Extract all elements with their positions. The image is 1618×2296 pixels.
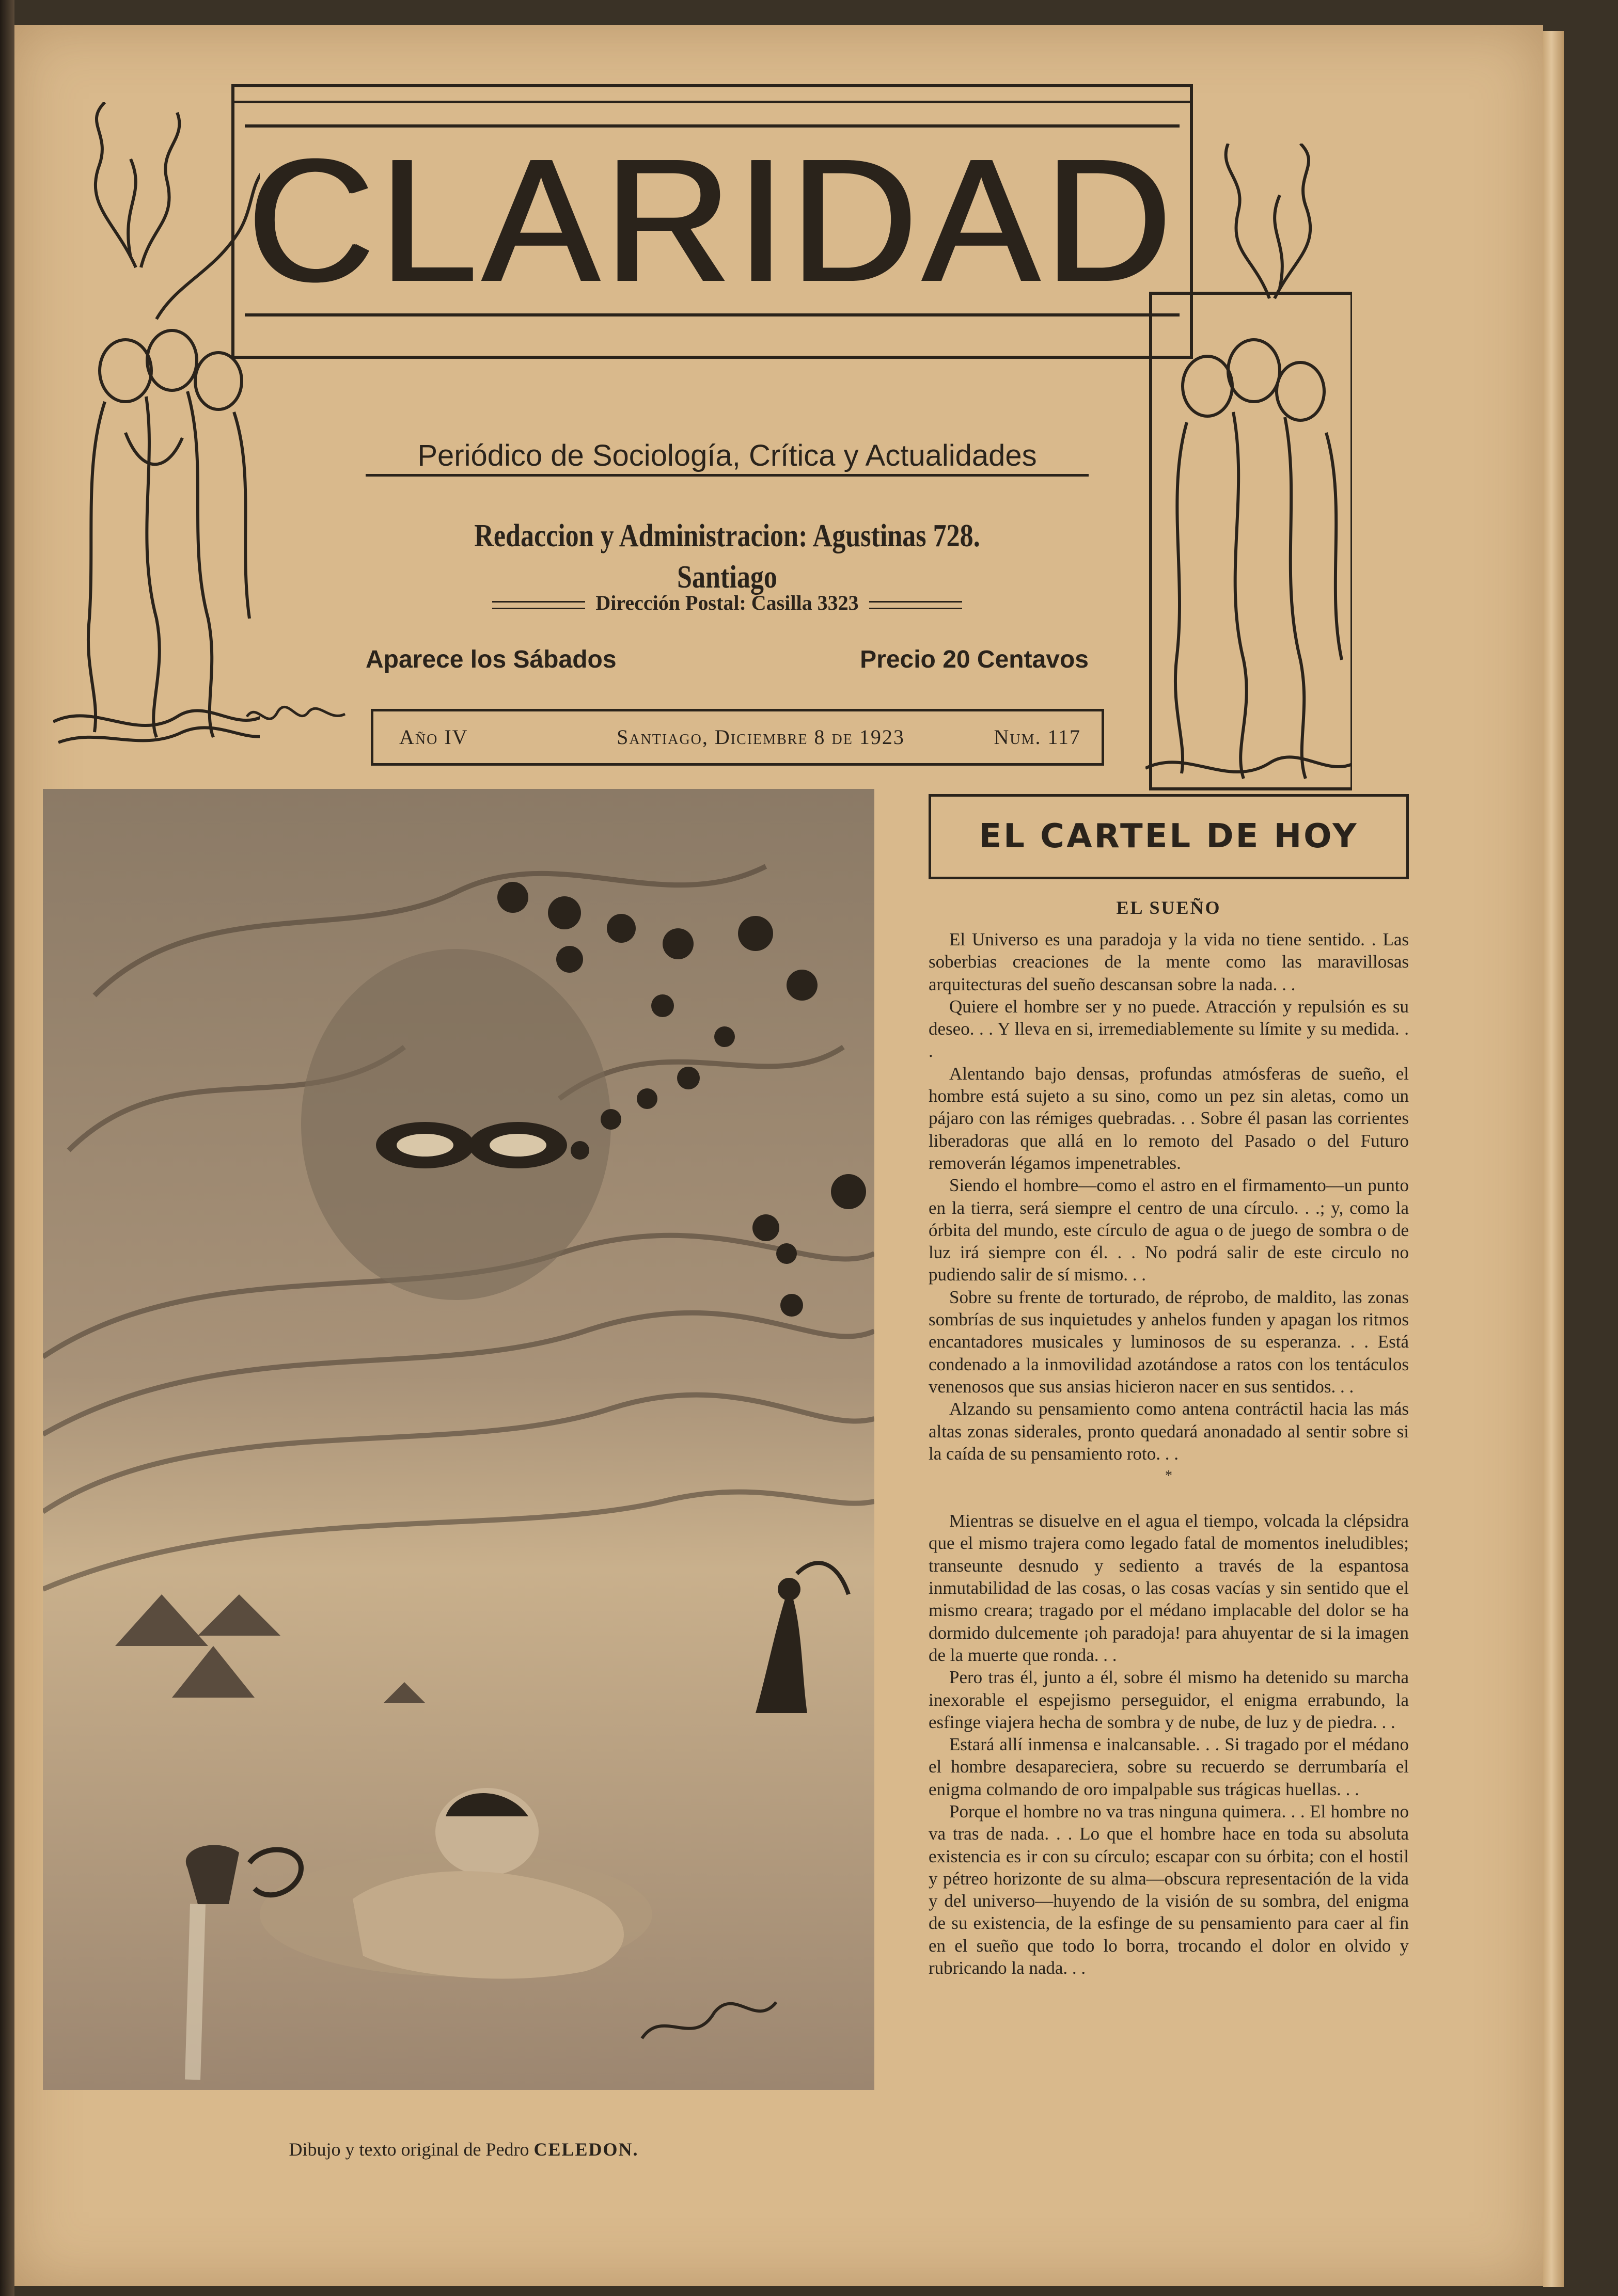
illustration-caption (45, 2134, 882, 2165)
article-body (929, 928, 1409, 2188)
caption-author: CELEDON. (533, 2139, 639, 2160)
article-paragraph: Sobre su frente de torturado, de réprobo, de maldito, las zonas sombrías de sus inquietudes y anhelos funden y apagan los ritmos encantadores musicales y luminosos de su esperanza. . . Está condenado a la inmovilidad azotándose a ratos con los tentáculos venenosos que sus ansias hicieron nacer en sus sentidos. . . (929, 1287, 1409, 1397)
issue-year: Año IV (399, 725, 468, 749)
publication-schedule: Aparece los Sábados (366, 646, 617, 673)
double-rule-right (869, 601, 962, 609)
page-edge (1543, 31, 1564, 2287)
article-paragraph: Porque el hombre no va tras ninguna quimera. . . El hombre no va tras de nada. . . Lo que el hombre hace en toda su absoluta existencia es ir con su círculo; escapar con su órbita; con el hostil y pétreo horizonte de su alma—obscura representación de la vida y del universo—huyendo de la visión de su sombra, del enigma de su existencia, de la esfinge de su pensamiento para caer al fin en el sueño que todo lo borra, trocando el dolor en olvido y rubricando la nada. . . (929, 1801, 1409, 1978)
article-paragraph: Alentando bajo densas, profundas atmósferas de sueño, el hombre está sujeto a su sino, como un pez sin aletas, como un pájaro con las rémiges quebradas. . . Sobre él pasan las corrientes liberadoras que allá en lo remoto del Pasado o del Futuro removerán légamos impenetrables. (929, 1063, 1409, 1173)
article-paragraph: Siendo el hombre—como el astro en el firmamento—un punto en la tierra, será siempre el centro de una círculo. . .; y, como la órbita del mundo, este círculo de agua o de juego de sombra o de luz irá siempre con él. . . No podrá salir de este circulo no pudiendo salir de sí mismo. . . (929, 1175, 1409, 1285)
book-binding (0, 0, 14, 2296)
article-paragraph: Alzando su pensamiento como antena contráctil hacia las más altas zonas siderales, pronto quedará anonadado al sentir sobre si la caída de su pensamiento roto. . . (929, 1399, 1409, 1464)
issue-info-bar (371, 709, 1104, 766)
article-paragraph: El Universo es una paradoja y la vida no tiene sentido. . Las soberbias creaciones de la mente como las maravillosas arquitecturas del sueño descansan sobre la nada. . . (929, 929, 1409, 994)
sleeping-man-illustration (43, 789, 874, 2090)
article-paragraph: Estará allí inmensa e inalcansable. . . Si tragado por el médano el hombre desapareciera, sobre su recuerdo se derrumbaría el enigma colmando de oro impalpable sus trágicas huellas. . . (929, 1734, 1409, 1799)
section-separator: * (1165, 1468, 1172, 1484)
double-rule-left (492, 601, 585, 609)
postal-text: Dirección Postal: Casilla 3323 (595, 591, 859, 614)
article-heading: EL SUEÑO (1116, 897, 1221, 918)
issue-number: Num. 117 (994, 725, 1081, 749)
caption-prefix: Dibujo y texto original de Pedro (289, 2139, 529, 2160)
masthead-postal (366, 588, 1089, 619)
masthead-subtitle: Periódico de Sociología, Crítica y Actualidades (366, 438, 1089, 477)
issue-price: Precio 20 Centavos (860, 646, 1089, 673)
issue-date: Santiago, Diciembre 8 de 1923 (617, 725, 905, 749)
masthead-frame (231, 84, 1193, 359)
newspaper-title: CLARIDAD (245, 124, 1180, 316)
article-paragraph: Quiere el hombre ser y no puede. Atracción y repulsión es su deseo. . . Y lleva en si, irremediablemente su límite y su medida. . . (929, 996, 1409, 1062)
section-title-box: EL CARTEL DE HOY (929, 794, 1409, 879)
article-paragraph: Mientras se disuelve en el agua el tiempo, volcada la clépsidra que el mismo trajera como legado fatal de momentos ineludibles; transeunte desnudo y sediento a través de la espantosa inmutabilidad de las cosas, o las cosas vacías y sin sentido que el mismo creara; tragado por el médano implacable del dolor se ha dormido dulcemente ¡oh paradoja! para ahuyentar de si la imagen de la muerte que ronda. . . (929, 1511, 1409, 1665)
newspaper-page (14, 25, 1543, 2286)
masthead-address: Redaccion y Administracion: Agustinas 728. Santiago (474, 518, 980, 595)
artist-signature-mark (242, 696, 355, 737)
decorative-figures-left (53, 102, 260, 753)
article-paragraph: Pero tras él, junto a él, sobre él mismo ha detenido su marcha inexorable el espejismo perseguidor, el enigma errabundo, la esfinge viajera hecha de sombra y de nube, de luz y de piedra. . . (929, 1667, 1409, 1732)
